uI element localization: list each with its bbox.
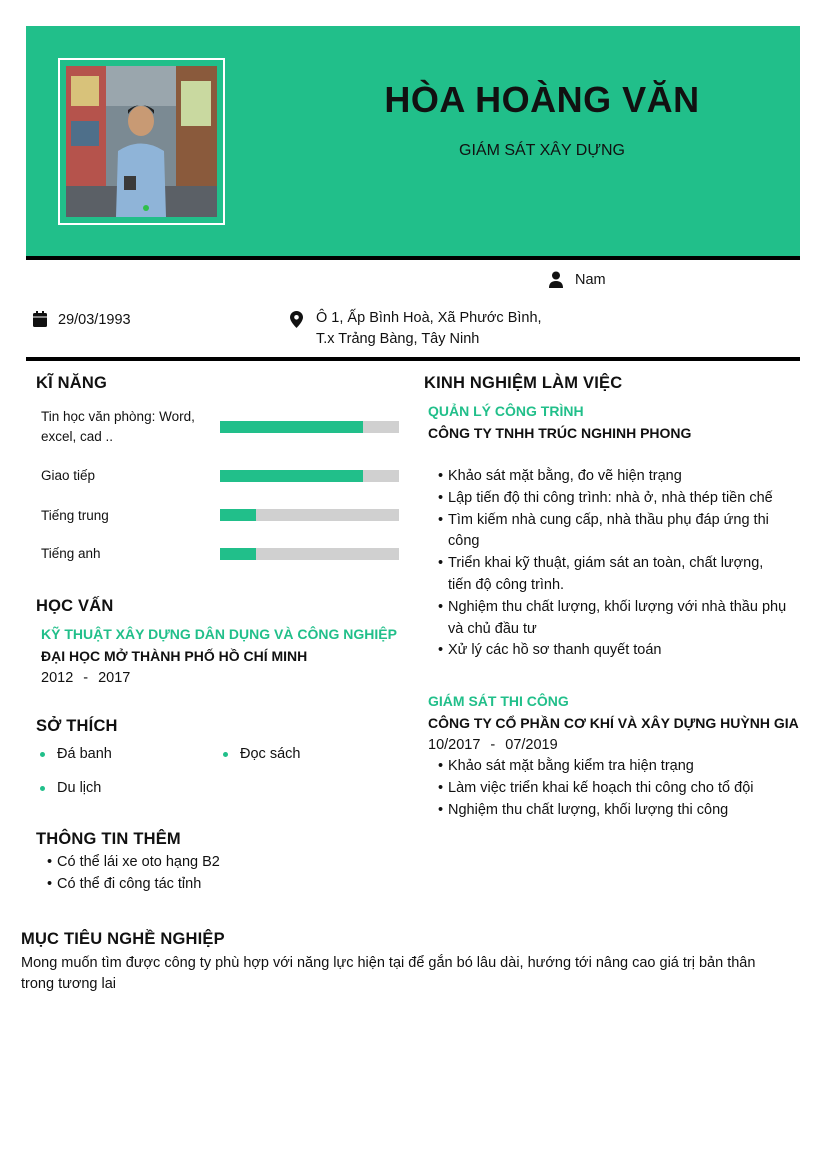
skill-label: Tiếng anh <box>41 546 101 561</box>
education-period <box>41 670 130 686</box>
education-heading: HỌC VẤN <box>36 597 114 615</box>
objective-heading: MỤC TIÊU NGHỀ NGHIỆP <box>21 930 225 948</box>
extra-info-list <box>47 852 377 896</box>
list-item: • Có thể đi công tác tỉnh <box>47 874 377 896</box>
education-end: 2017 <box>98 670 131 686</box>
job-end: 07/2019 <box>505 737 558 753</box>
list-item: • Xử lý các hồ sơ thanh quyết toán <box>438 640 788 662</box>
address-line-2: T.x Trảng Bàng, Tây Ninh <box>316 331 480 347</box>
skill-label: Giao tiếp <box>41 468 96 483</box>
extra-info-heading: THÔNG TIN THÊM <box>36 830 181 848</box>
skill-bar-fill <box>220 509 256 521</box>
experience-heading: KINH NGHIỆM LÀM VIỆC <box>424 374 623 392</box>
hobby-label: Du lịch <box>57 780 102 796</box>
profile-photo-illustration <box>66 66 217 217</box>
hobby-item <box>40 780 101 796</box>
calendar-icon <box>33 311 47 327</box>
job-task-list <box>438 756 788 821</box>
education-major: KỸ THUẬT XÂY DỰNG DÂN DỤNG VÀ CÔNG NGHIỆP <box>41 626 397 642</box>
skills-heading: KĨ NĂNG <box>36 374 108 392</box>
list-item: • Khảo sát mặt bằng, đo vẽ hiện trạng <box>438 466 788 488</box>
list-item: • Lập tiến độ thi công trình: nhà ở, nhà thép tiền chế <box>438 488 788 510</box>
person-icon <box>548 271 564 288</box>
skill-label: Tiếng trung <box>41 508 109 523</box>
skill-bar-fill <box>220 470 363 482</box>
skill-bar <box>220 421 399 433</box>
birthdate-info <box>33 310 131 331</box>
job-start: 10/2017 <box>428 737 481 753</box>
header-divider <box>26 256 800 260</box>
info-divider <box>26 357 800 361</box>
gender-info <box>548 270 606 291</box>
hobby-label: Đọc sách <box>240 746 301 762</box>
skill-bar <box>220 509 399 521</box>
job-period <box>428 737 558 753</box>
skill-bar <box>220 470 399 482</box>
hobby-item <box>223 746 300 762</box>
candidate-name: HÒA HOÀNG VĂN <box>384 79 700 120</box>
skill-label: Tin học văn phòng: Word, excel, cad .. <box>41 409 195 444</box>
education-separator: - <box>83 670 89 686</box>
hobby-bullet <box>223 752 228 757</box>
education-school: ĐẠI HỌC MỞ THÀNH PHỐ HỒ CHÍ MINH <box>41 648 308 664</box>
hobbies-heading: SỞ THÍCH <box>36 717 118 735</box>
hobby-item <box>40 746 112 762</box>
list-item: • Nghiệm thu chất lượng, khối lượng thi công <box>438 800 788 822</box>
hobby-bullet <box>40 752 45 757</box>
birthdate-value: 29/03/1993 <box>58 312 131 328</box>
education-start: 2012 <box>41 670 74 686</box>
candidate-job-title: GIÁM SÁT XÂY DỰNG <box>459 142 625 159</box>
list-item: • Làm việc triển khai kế hoạch thi công cho tổ đội <box>438 778 788 800</box>
objective-text: Mong muốn tìm được công ty phù hợp với năng lực hiện tại để gắn bó lâu dài, hướng tới nâng cao giá trị bản thân trong tương lai <box>21 955 756 992</box>
profile-photo-frame <box>58 58 225 225</box>
header-banner <box>26 26 800 257</box>
job-separator: - <box>490 737 496 753</box>
job-task-list <box>438 466 788 662</box>
job-position: QUẢN LÝ CÔNG TRÌNH <box>428 403 584 419</box>
job-company: CÔNG TY TNHH TRÚC NGHINH PHONG <box>428 425 692 441</box>
list-item: • Nghiệm thu chất lượng, khối lượng với nhà thầu phụ và chủ đầu tư <box>438 597 788 641</box>
skill-bar-fill <box>220 421 363 433</box>
profile-photo <box>66 66 217 217</box>
hobby-bullet <box>40 786 45 791</box>
skill-bar-fill <box>220 548 256 560</box>
list-item: • Có thể lái xe oto hạng B2 <box>47 852 377 874</box>
gender-value: Nam <box>575 272 606 288</box>
hobby-label: Đá banh <box>57 746 112 762</box>
job-company: CÔNG TY CỔ PHẦN CƠ KHÍ VÀ XÂY DỰNG HUỲNH GIA <box>428 715 799 731</box>
address-info <box>290 308 542 350</box>
list-item: • Triển khai kỹ thuật, giám sát an toàn, chất lượng, tiến độ công trình. <box>438 553 788 597</box>
map-pin-icon <box>290 311 303 328</box>
skill-bar <box>220 548 399 560</box>
address-line-1: Ô 1, Ấp Bình Hoà, Xã Phước Bình, <box>316 310 542 326</box>
list-item: • Khảo sát mặt bằng kiểm tra hiện trạng <box>438 756 788 778</box>
job-position: GIÁM SÁT THI CÔNG <box>428 693 569 709</box>
list-item: • Tìm kiếm nhà cung cấp, nhà thầu phụ đáp ứng thi công <box>438 510 788 554</box>
